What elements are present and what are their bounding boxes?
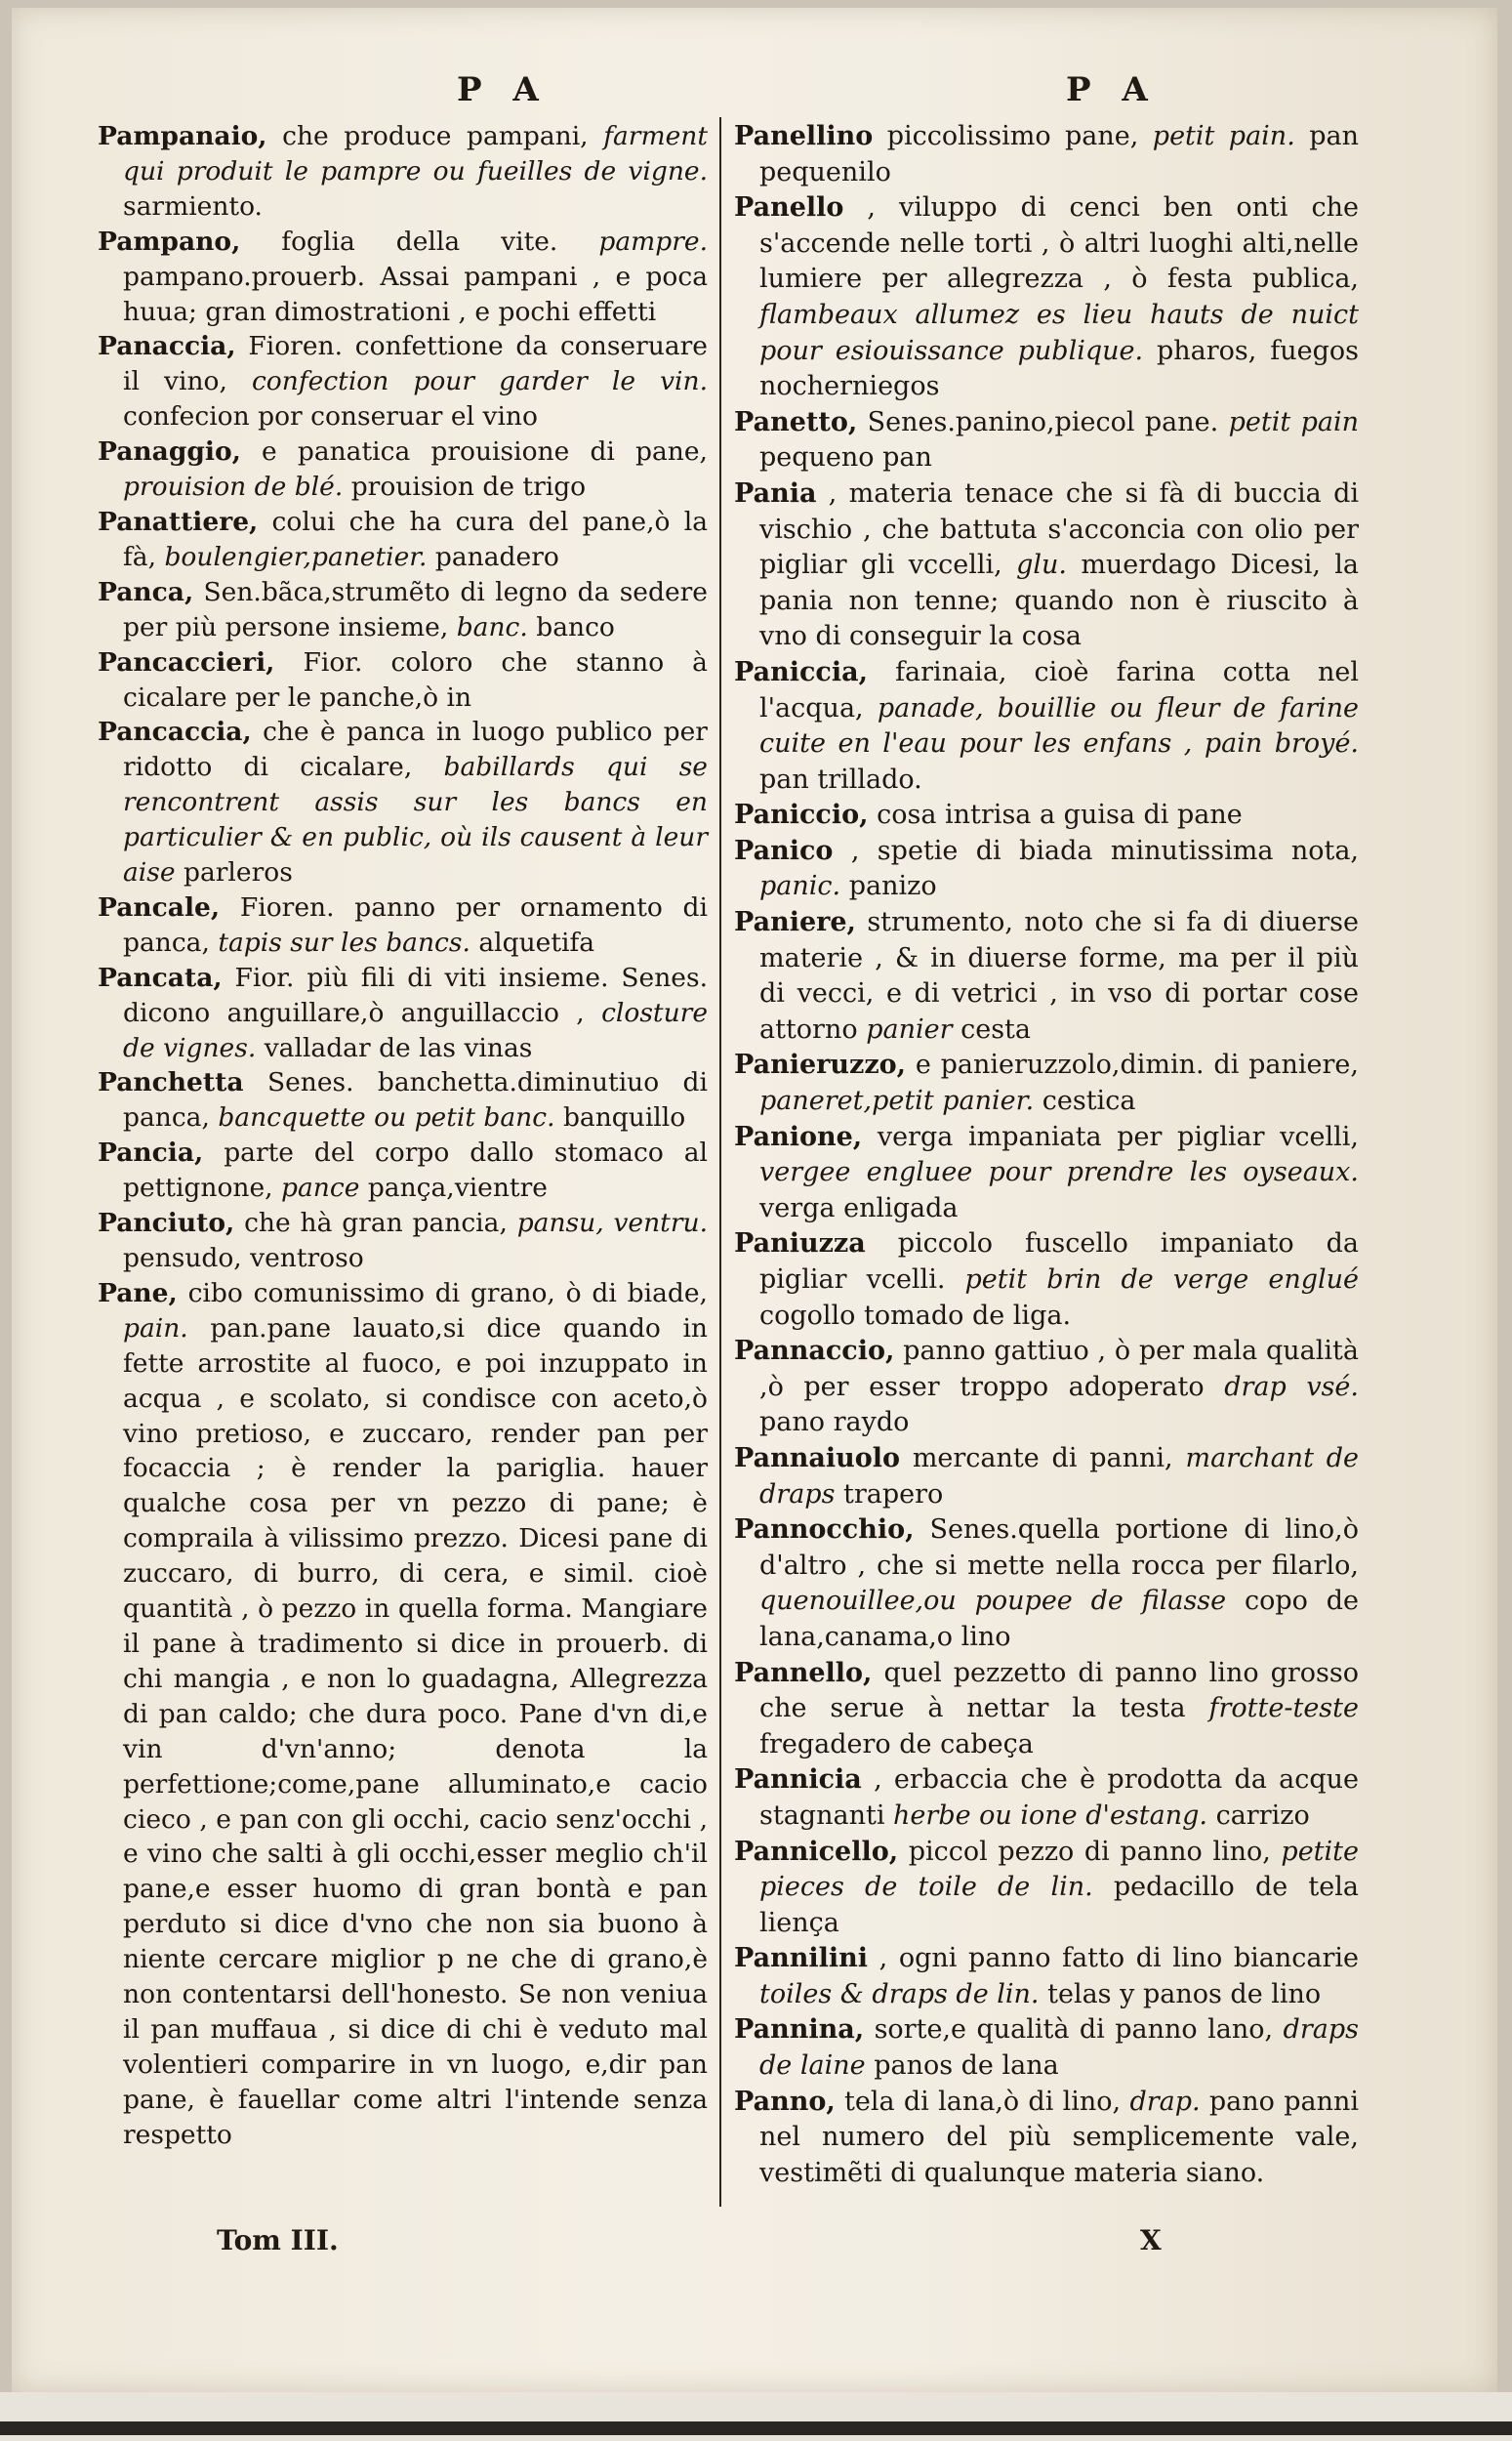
spanish-gloss: pampano.prouerb. Assai pampani , e poca huua; gran dimostrationi , e pochi effetti (123, 261, 708, 327)
spanish-gloss: pequeno pan (759, 442, 932, 474)
headword: Panieruzzo, (734, 1050, 907, 1081)
spanish-gloss: panizo (848, 871, 937, 902)
french-gloss: petite pieces de toile de lin. (759, 1836, 1359, 1903)
spanish-gloss: cogollo tomado de liga. (759, 1300, 1072, 1331)
french-gloss: pampre. (598, 226, 708, 257)
french-gloss: petit pain (1228, 406, 1359, 437)
french-gloss: petit brin de verge englué (964, 1264, 1359, 1295)
definition: piccol pezzo di panno lino, (908, 1836, 1271, 1867)
dictionary-entry (734, 2085, 1359, 2192)
headword: Panaccia, (98, 331, 236, 362)
spanish-gloss: fregadero de cabeça (759, 1728, 1034, 1759)
column-divider (719, 117, 721, 2207)
spanish-gloss: carrizo (1215, 1800, 1310, 1831)
headword: Pancale, (98, 891, 221, 923)
spanish-gloss: verga enligada (759, 1192, 959, 1223)
definition: parte del corpo dallo stomaco al pettignone, (123, 1138, 708, 1204)
definition: , ogni panno fatto di lino biancarie (879, 1943, 1359, 1974)
french-gloss: pansu, ventru. (516, 1208, 708, 1239)
french-gloss: prouision de blé. (123, 472, 344, 503)
headword: Paniuzza (734, 1228, 866, 1260)
headword: Panca, (98, 576, 194, 607)
dictionary-entry (98, 715, 708, 890)
dictionary-entry (734, 405, 1359, 476)
french-gloss: quenouillee,ou poupee de filasse (759, 1586, 1227, 1617)
spanish-gloss: copo de lana,canama,o lino (759, 1586, 1359, 1652)
dictionary-entry (734, 1941, 1359, 2012)
spanish-gloss: banco (536, 611, 615, 642)
definition: Fior. coloro che stanno à cicalare per le panche,ò in (123, 646, 708, 713)
spanish-gloss: pança,vientre (367, 1173, 548, 1204)
french-gloss: herbe ou ione d'estang. (893, 1800, 1207, 1831)
headword: Pancia, (98, 1138, 204, 1169)
definition: e panieruzzolo,dimin. di paniere, (915, 1050, 1359, 1081)
right-column (734, 119, 1359, 2191)
dictionary-entry (98, 434, 708, 505)
dictionary-entry (98, 505, 708, 575)
running-head-right: P A (1066, 70, 1158, 109)
dictionary-entry (734, 190, 1359, 405)
french-gloss: petit pain. (1152, 121, 1295, 151)
spanish-gloss: pan trillado. (759, 764, 922, 795)
volume-label: Tom III. (217, 2224, 339, 2256)
french-gloss: draps de laine (759, 2014, 1359, 2082)
signature-mark: X (1140, 2224, 1162, 2256)
definition: tela di lana,ò di lino, (844, 2086, 1122, 2117)
spanish-gloss: pharos, fuegos nocherniegos (759, 335, 1360, 402)
french-gloss: tapis sur les bancs. (218, 927, 470, 958)
headword: Pannaiuolo (734, 1442, 900, 1473)
dictionary-entry (734, 1048, 1359, 1119)
spanish-gloss: trapero (843, 1478, 944, 1510)
french-gloss: drap vsé. (1224, 1371, 1359, 1402)
french-gloss: panier (866, 1014, 953, 1045)
headword: Pannello, (734, 1657, 873, 1688)
dictionary-entry (734, 1656, 1359, 1763)
french-gloss: babillards qui se rencontrent assis sur les bancs en particulier & en public, où ils causent à leur aise (123, 752, 708, 889)
headword: Pannina, (734, 2014, 865, 2046)
spanish-gloss: muerdago Dicesi, la pania non tenne; quando non è riuscito à vno di conseguir la cosa (759, 550, 1359, 652)
dictionary-entry (734, 655, 1359, 798)
headword: Pannocchio, (734, 1514, 915, 1546)
headword: Paniere, (734, 907, 856, 938)
dictionary-entry (734, 1512, 1359, 1655)
dictionary-entry (734, 476, 1359, 655)
dictionary-entry (734, 1441, 1359, 1512)
headword: Pampano, (98, 226, 241, 257)
definition: Fior. più fili di viti insieme. Senes. dicono anguillare,ò anguillaccio , (123, 962, 708, 1028)
dictionary-entry (98, 1065, 708, 1136)
headword: Panno, (734, 2086, 836, 2117)
headword: Pannilini (734, 1943, 868, 1974)
definition: che è panca in luogo publico per ridotto di cicalare, (123, 717, 708, 783)
definition: cosa intrisa a guisa di pane (877, 800, 1243, 831)
spanish-gloss: telas y panos de lino (1047, 1978, 1322, 2009)
headword: Paniccia, (734, 656, 868, 687)
spanish-gloss: pedacillo de tela liença (759, 1872, 1359, 1938)
definition: e panatica prouisione di pane, (262, 436, 708, 468)
spanish-gloss: prouision de trigo (350, 472, 587, 503)
headword: Panico (734, 835, 834, 866)
french-gloss: panic. (759, 871, 841, 902)
spanish-gloss: pan.pane lauato,si dice quando in fette arrostite al fuoco, e poi inzuppato in acqua , e scolato, si condisce con aceto,ò vino pretioso, e zuccaro, render pan per focaccia ; è render la pariglia. hauer qualche cosa per vn pezzo di pane; è compraila à vilissimo prezzo. Dicesi pane di zuccaro, di burro, di cera, e simil. cioè quantità , ò pezzo in quella forma. Mangiare il pane à tradimento si dice in prouerb. di chi mangia , e non lo guadagna, Allegrezza di pan caldo; che dura poco. Pane d'vn di,e vin d'vn'anno; denota la perfettione;come,pane alluminato,e cacio cieco , e pan con gli occhi, cacio senz'occhi , e vino che salti à gli occhi,esser meglio ch'il pane,e esser huomo di gran bontà e pan perduto si dice d'vno che non sia buono à niente cercare miglior p ne che di grano,è non contentarsi dell'honesto. Se non veniua il pan muffaua , si dice di chi è veduto mal volentieri comparire in vn luogo, e,dir pan pane, è fauellar come altri l'intende senza respetto (123, 1312, 708, 2150)
definition: , viluppo di cenci ben onti che s'accende nelle torti , ò altri luoghi alti,nelle lumiere per allegrezza , ò festa publica, (759, 192, 1359, 295)
spanish-gloss: pan pequenilo (759, 121, 1359, 187)
spanish-gloss: cesta (960, 1014, 1031, 1045)
french-gloss: pain. (123, 1312, 188, 1344)
headword: Panciuto, (98, 1208, 235, 1239)
definition: strumento, noto che si fa di diuerse materie , & in diuerse forme, ma per il più di vecci, e di vetrici , in vso di portar cose attorno (759, 907, 1359, 1045)
definition: Senes.panino,piecol pane. (867, 406, 1219, 437)
definition: colui che ha cura del pane,ò la fà, (123, 506, 708, 572)
dictionary-entry (734, 834, 1359, 905)
headword: Pampanaio, (98, 121, 267, 151)
dictionary-entry (98, 1276, 708, 2153)
headword: Pancaccieri, (98, 646, 275, 678)
spanish-gloss: panadero (434, 541, 559, 572)
definition: verga impaniata per pigliar vcelli, (877, 1121, 1359, 1152)
definition: panno gattiuo , ò per mala qualità ,ò per esser troppo adoperato (759, 1336, 1359, 1402)
dictionary-entry (98, 225, 708, 330)
spanish-gloss: banquillo (562, 1102, 686, 1134)
headword: Paniccio, (734, 800, 869, 831)
headword: Panellino (734, 121, 874, 151)
definition: piccolo fuscello impaniato da pigliar vcelli. (759, 1228, 1359, 1295)
dictionary-entry (734, 2012, 1359, 2084)
french-gloss: boulengier,panetier. (164, 541, 428, 572)
dictionary-entry (734, 1835, 1359, 1942)
spanish-gloss: sarmiento. (123, 190, 263, 222)
dictionary-entry (734, 1334, 1359, 1441)
dictionary-entry (734, 1762, 1359, 1834)
spanish-gloss: confecion por conseruar el vino (123, 401, 538, 433)
definition: Senes.quella portione di lino,ò d'altro , che si mette nella rocca per filarlo, (759, 1514, 1359, 1581)
dictionary-entry (98, 329, 708, 434)
french-gloss: paneret,petit panier. (759, 1086, 1035, 1117)
headword: Panione, (734, 1121, 863, 1152)
spanish-gloss: pano panni nel numero del più semplicemente vale, vestimẽti di qualunque materia siano. (759, 2086, 1359, 2188)
spanish-gloss: pensudo, ventroso (123, 1243, 364, 1273)
spanish-gloss: alquetifa (478, 927, 595, 958)
headword: Pancata, (98, 962, 223, 993)
headword: Pane, (98, 1277, 178, 1308)
dictionary-entry (734, 798, 1359, 834)
definition: farinaia, cioè farina cotta nel l'acqua, (759, 656, 1359, 724)
left-column (98, 119, 708, 2153)
french-gloss: confection pour garder le vin. (251, 366, 709, 397)
headword: Panchetta (98, 1067, 244, 1098)
french-gloss: toiles & draps de lin. (759, 1978, 1040, 2009)
dictionary-entry (98, 890, 708, 961)
definition: che produce pampani, (282, 121, 589, 151)
definition: che hà gran pancia, (244, 1208, 508, 1239)
headword: Panello (734, 192, 844, 224)
dictionary-entry (98, 1206, 708, 1276)
definition: quel pezzetto di panno lino grosso che serue à nettar la testa (759, 1657, 1359, 1724)
definition: , spetie di biada minutissima nota, (850, 835, 1359, 866)
spanish-gloss: valladar de las vinas (264, 1032, 533, 1063)
headword: Panaggio, (98, 436, 241, 468)
definition: cibo comunissimo di grano, ò di biade, (187, 1277, 708, 1308)
dictionary-entry (98, 961, 708, 1066)
spanish-gloss: pano raydo (759, 1407, 910, 1438)
french-gloss: glu. (1016, 550, 1067, 581)
spanish-gloss: cestica (1042, 1086, 1136, 1117)
definition: Fioren. panno per ornamento di panca, (123, 891, 708, 958)
french-gloss: panade, bouillie ou fleur de farine cuite en l'eau pour les enfans , pain broyé. (759, 692, 1359, 760)
dictionary-entry (734, 1226, 1359, 1334)
headword: Pania (734, 477, 817, 509)
french-gloss: closture de vignes. (123, 997, 708, 1063)
french-gloss: bancquette ou petit banc. (218, 1102, 555, 1134)
french-gloss: flambeaux allumez es lieu hauts de nuict pour esiouissance publique. (759, 299, 1359, 366)
dictionary-entry (98, 575, 708, 645)
dictionary-entry (98, 119, 708, 225)
dictionary-entry (734, 119, 1359, 190)
dictionary-entry (98, 1136, 708, 1206)
running-head-left: P A (457, 70, 549, 109)
french-gloss: drap. (1129, 2086, 1201, 2117)
french-gloss: pance (281, 1173, 360, 1204)
definition: , erbaccia che è prodotta da acque stagnanti (759, 1764, 1359, 1831)
spanish-gloss: panos de lana (874, 2050, 1059, 2082)
french-gloss: vergee engluee pour prendre les oyseaux. (759, 1157, 1359, 1188)
definition: , materia tenace che si fà di buccia di vischio , che battuta s'acconcia con olio per pigliar gli vccelli, (759, 477, 1359, 581)
french-gloss: marchant de draps (759, 1442, 1359, 1510)
definition: foglia della vite. (281, 226, 558, 257)
headword: Panetto, (734, 406, 858, 437)
definition: Fioren. confettione da conseruare il vino, (123, 331, 708, 397)
definition: sorte,e qualità di panno lano, (874, 2014, 1274, 2046)
definition: Sen.bãca,strumẽto di legno da sedere per più persone insieme, (123, 576, 708, 642)
french-gloss: banc. (456, 611, 528, 642)
definition: Senes. banchetta.diminutiuo di panca, (123, 1067, 708, 1134)
definition: mercante di panni, (912, 1442, 1173, 1473)
headword: Pannicello, (734, 1836, 899, 1867)
spanish-gloss: parleros (184, 857, 293, 889)
dictionary-entry (734, 1120, 1359, 1227)
headword: Pannaccio, (734, 1336, 895, 1367)
headword: Panattiere, (98, 506, 259, 537)
french-gloss: farment qui produit le pampre ou fueilles de vigne. (123, 121, 708, 186)
headword: Pancaccia, (98, 717, 252, 748)
dictionary-entry (98, 645, 708, 716)
headword: Pannicia (734, 1764, 862, 1796)
dictionary-entry (734, 905, 1359, 1048)
scan-bottom-edge (0, 2392, 1512, 2441)
definition: piccolissimo pane, (886, 121, 1139, 151)
french-gloss: frotte-teste (1208, 1693, 1359, 1724)
